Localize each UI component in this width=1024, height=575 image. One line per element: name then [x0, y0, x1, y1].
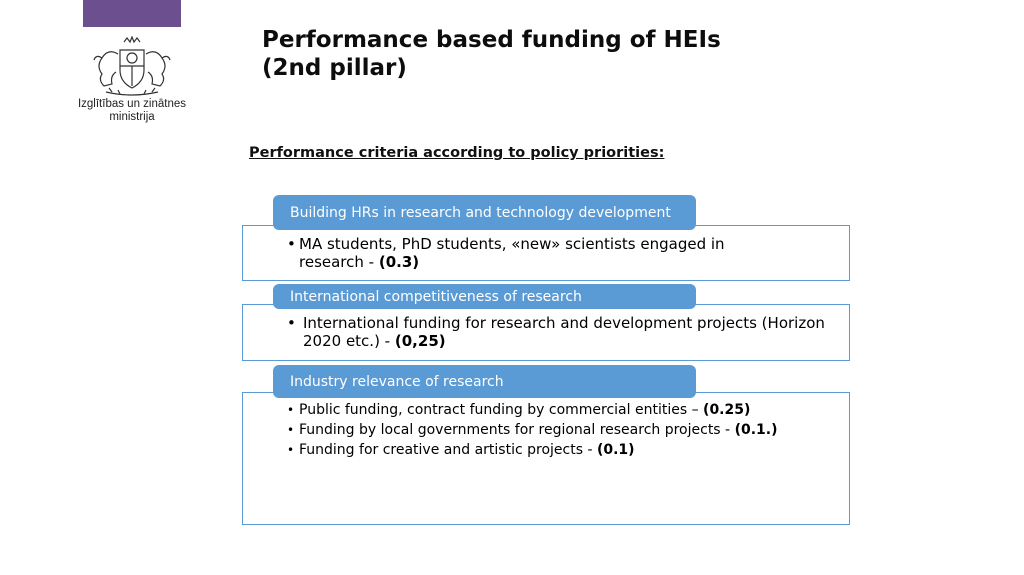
list-item — [287, 314, 827, 350]
page-title — [262, 26, 782, 82]
item-text: MA students, PhD students, «new» scientists engaged in research - — [299, 235, 725, 271]
criterion-3-list — [287, 402, 807, 462]
coat-of-arms-icon — [82, 36, 182, 98]
item-weight: (0.3) — [378, 253, 420, 271]
item-weight: (0.1) — [596, 442, 635, 458]
criterion-1-list — [287, 235, 787, 271]
item-text: Public funding, contract funding by commercial entities – — [299, 402, 699, 418]
header-accent-bar — [83, 0, 181, 27]
ministry-name — [60, 98, 204, 124]
list-item — [287, 402, 807, 419]
list-item — [287, 442, 807, 459]
criterion-1-heading: Building HRs in research and technology development — [273, 195, 696, 230]
criterion-3-heading: Industry relevance of research — [273, 365, 696, 398]
item-text: Funding by local governments for regional research projects - — [299, 422, 731, 438]
item-weight: (0.25) — [703, 402, 751, 418]
page-title-line2: (2nd pillar) — [262, 55, 407, 81]
ministry-name-line1: Izglītības un zinātnes — [77, 98, 187, 110]
list-item — [287, 422, 807, 439]
page-title-line1: Performance based funding of HEIs — [262, 27, 721, 53]
item-text: International funding for research and development projects (Horizon 2020 etc.) - — [303, 314, 825, 350]
ministry-logo — [60, 36, 204, 128]
ministry-name-line2: ministrija — [109, 111, 155, 123]
criterion-2-heading: International competitiveness of research — [273, 284, 696, 309]
list-item — [287, 235, 787, 271]
item-weight: (0.1.) — [734, 422, 778, 438]
section-subtitle: Performance criteria according to policy priorities: — [249, 145, 665, 161]
item-text: Funding for creative and artistic projects - — [299, 442, 593, 458]
item-weight: (0,25) — [394, 332, 446, 350]
criterion-2-list — [287, 314, 827, 350]
